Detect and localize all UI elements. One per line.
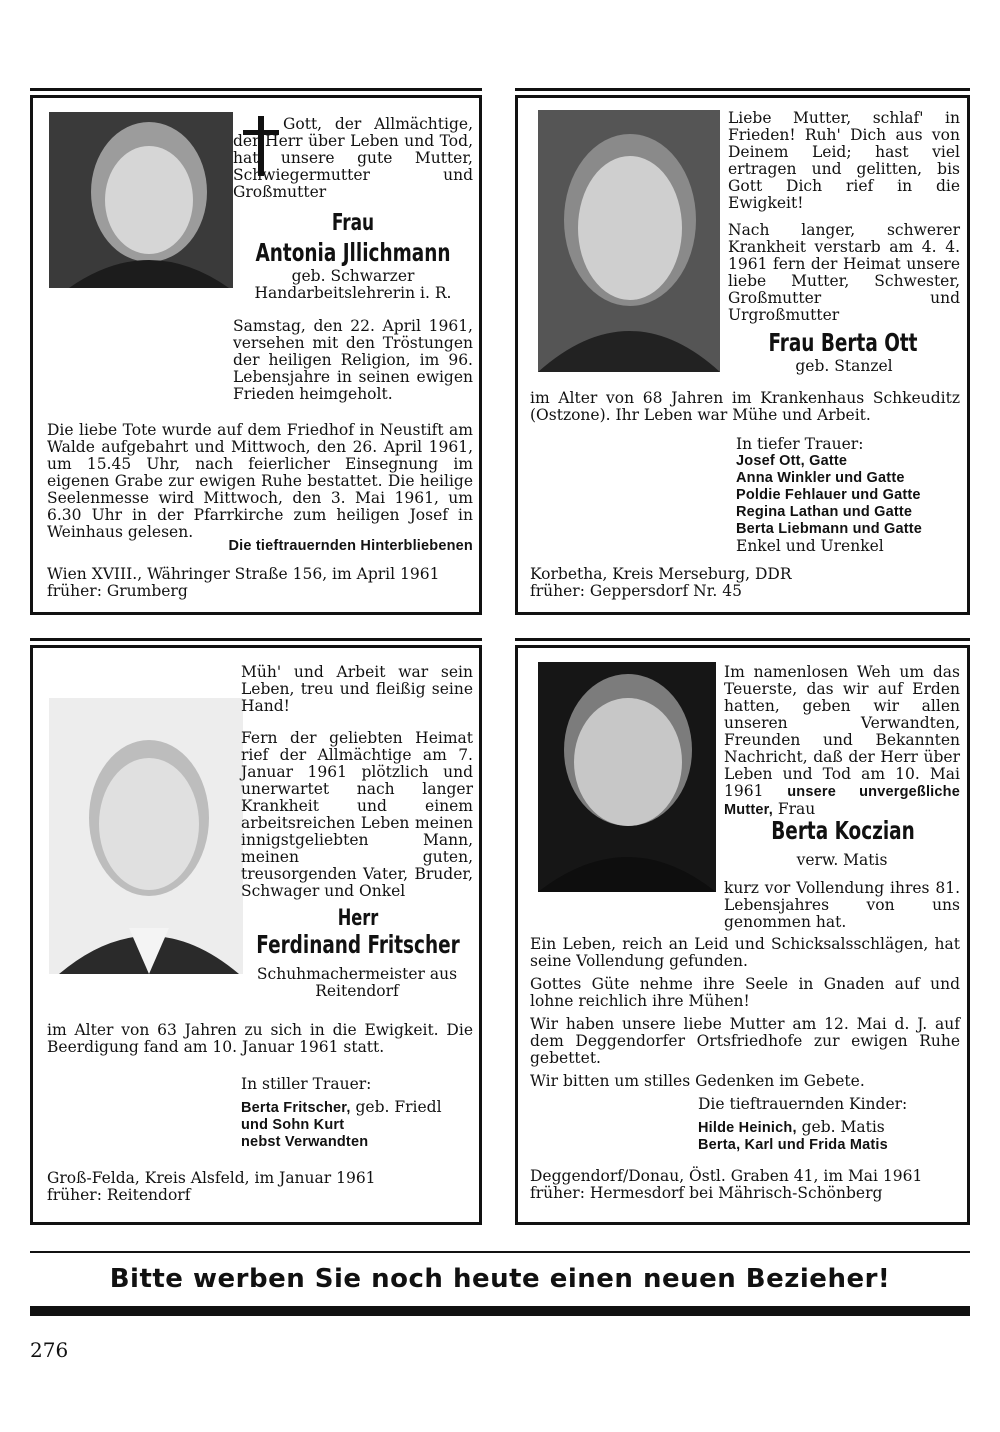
footer-top-rule [30, 1251, 970, 1253]
title-frau: Frau [331, 210, 375, 236]
subscription-slogan: Bitte werben Sie noch heute einen neuen Bezieher! [109, 1264, 891, 1294]
obituary-antonia-jllichmann [30, 95, 482, 615]
portrait-photo [49, 112, 233, 288]
widowed-name: verw. Matis [796, 851, 888, 869]
place-date: Wien XVIII., Währinger Straße 156, im April 1961 früher: Grumberg [47, 565, 440, 600]
death-text: Fern der geliebten Heimat rief der Allmächtige am 7. Januar 1961 plötzlich und unerwartet nach langer Krankheit und einem arbeitsreichen Leben meinen innigstgeliebten Mann, meinen guten, treusorgenden Vater, Bruder, Schwager und Onkel [241, 729, 473, 900]
portrait-photo [538, 110, 720, 372]
age-text: im Alter von 63 Jahren zu sich in die Ewigkeit. Die Beerdigung fand am 10. Januar 1961 statt. [47, 1021, 473, 1056]
birth-name: geb. Stanzel [795, 357, 893, 375]
age-text: im Alter von 68 Jahren im Krankenhaus Schkeuditz (Ostzone). Ihr Leben war Mühe und Arbeit. [530, 389, 960, 424]
portrait-photo [49, 698, 243, 974]
birth-name: geb. Schwarzer [291, 267, 415, 285]
obituary-berta-koczian [515, 645, 970, 1225]
deceased-name: Ferdinand Fritscher [256, 930, 460, 959]
page-number: 276 [30, 1338, 69, 1362]
profession: Schuhmachermeister aus Reitendorf [256, 965, 458, 1000]
mourners-list: In tiefer Trauer: Josef Ott, Gatte Anna Winkler und Gatte Poldie Fehlauer und Gatte Regina Lathan und Gatte Berta Liebmann und Gatte Enkel und Urenkel [736, 435, 923, 555]
place-date: Korbetha, Kreis Merseburg, DDR früher: Geppersdorf Nr. 45 [530, 565, 792, 600]
deceased-name: Berta Koczian [771, 816, 915, 845]
place-date: Deggendorf/Donau, Östl. Graben 41, im Mai 1961 früher: Hermesdorf bei Mährisch-Schönberg [530, 1167, 923, 1202]
intro-text: Gott, der Allmächtige, der Herr über Leben und Tod, hat unsere gute Mutter, Schwiegermutter und Großmutter [233, 115, 473, 201]
deceased-name: Frau Berta Ott [768, 328, 918, 357]
place-date: Groß-Felda, Kreis Alsfeld, im Januar 1961 früher: Reitendorf [47, 1169, 376, 1204]
burial-text: Die liebe Tote wurde auf dem Friedhof in Neustift am Walde aufgebahrt und Mittwoch, den 26. April 1961, um 15.45 Uhr, nach feierlicher Einsegnung im eigenen Grabe zur ewigen Ruhe bestattet. Die heilige Seelenmesse wird Mittwoch, den 3. Mai 1961, um 6.30 Uhr in der Pfarrkirche zum heiligen Josef in Weinhaus gelesen. [47, 421, 473, 541]
death-text: Nach langer, schwerer Krankheit verstarb am 4. 4. 1961 fern der Heimat unsere liebe Mutter, Schwester, Großmutter und Urgroßmutter [728, 221, 960, 324]
mourners: Die tieftrauernden Hinterbliebenen [228, 538, 473, 554]
footer-bottom-rule [30, 1306, 970, 1316]
title-herr: Herr [337, 906, 379, 931]
verse: Liebe Mutter, schlaf' in Frieden! Ruh' Dich aus von Deinem Leid; hast viel ertragen und gelitten, bis Gott Dich rief in die Ewigkeit! [728, 109, 960, 212]
mourners-list: Die tieftrauernden Kinder: Hilde Heinich, geb. Matis Berta, Karl und Frida Matis [698, 1095, 908, 1153]
death-text: Samstag, den 22. April 1961, versehen mit den Tröstungen der heiligen Religion, im 96. Lebensjahre in seinen ewigen Frieden heimgeholt. [233, 317, 473, 403]
obituary-ferdinand-fritscher [30, 645, 482, 1225]
mourners-list: In stiller Trauer: Berta Fritscher, geb. Friedl und Sohn Kurt nebst Verwandten [241, 1075, 442, 1150]
portrait-photo [538, 662, 716, 892]
body-text: Ein Leben, reich an Leid und Schicksalsschlägen, hat seine Vollendung gefunden. Gottes Güte nehme ihre Seele in Gnaden auf und lohne reichlich ihre Mühen! Wir haben unsere liebe Mutter am 12. Mai d. J. auf dem Deggendorfer Ortsfriedhofe zur ewigen Ruhe gebettet. Wir bitten um stilles Gedenken im Gebete. [530, 935, 960, 1090]
obituary-berta-ott [515, 95, 970, 615]
verse: Müh' und Arbeit war sein Leben, treu und fleißig seine Hand! [241, 663, 473, 715]
salutation [233, 208, 473, 302]
profession: Handarbeitslehrerin i. R. [254, 284, 452, 302]
age-text: kurz vor Vollendung ihres 81. Lebensjahres von uns genommen hat. [724, 879, 960, 931]
intro-text: Im namenlosen Weh um das Teuerste, das wir auf Erden hatten, geben wir allen unseren Verwandten, Freunden und Bekannten Nachricht, daß der Herr über Leben und Tod am 10. Mai 1961 unsere unvergeßliche Mutter, Frau [724, 663, 960, 818]
deceased-name: Antonia Jllichmann [255, 238, 451, 267]
